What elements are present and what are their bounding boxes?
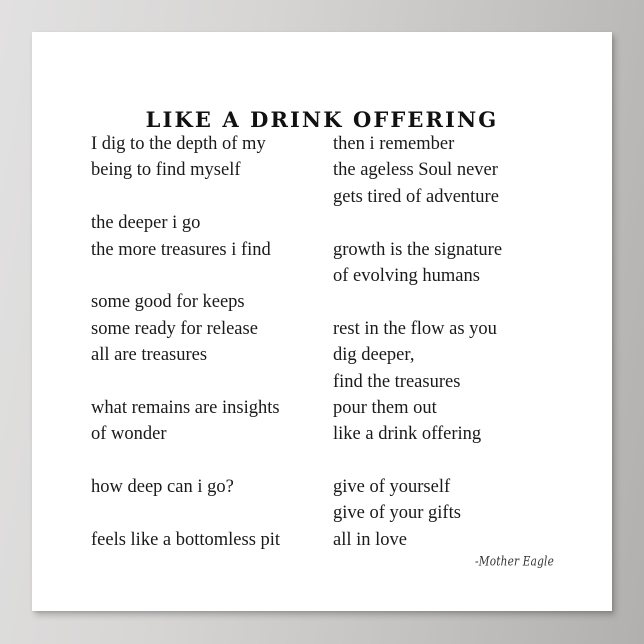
poem-left-column — [91, 131, 280, 553]
poem-line: find the treasures — [333, 371, 461, 392]
poem-line: all are treasures — [91, 345, 208, 366]
stanza-break — [91, 448, 280, 474]
stanza-break — [91, 263, 280, 289]
poem-line: gets tired of adventure — [333, 186, 499, 207]
poem-line: the more treasures i find — [91, 239, 271, 260]
poem-line: of evolving humans — [333, 265, 480, 286]
poem-line: dig deeper, — [333, 345, 415, 366]
poem-line: give of yourself — [333, 477, 451, 498]
poem-line: give of your gifts — [333, 503, 461, 524]
poem-line: the deeper i go — [91, 213, 201, 234]
stanza-break — [333, 289, 502, 315]
poem-line: what remains are insights — [91, 397, 280, 418]
stanza-break — [91, 500, 280, 526]
poem-right-column — [333, 131, 502, 553]
poem-line: some ready for release — [91, 318, 258, 339]
poem-line: all in love — [333, 529, 407, 550]
poem-line: feels like a bottomless pit — [91, 529, 281, 550]
poem-line: like a drink offering — [333, 424, 482, 445]
poem-line: then i remember — [333, 134, 455, 154]
poem-line: of wonder — [91, 424, 167, 445]
poster-sheet — [32, 32, 612, 611]
poem-line: I dig to the depth of my — [91, 134, 266, 154]
poem-line: pour them out — [333, 397, 437, 418]
poem-line: being to find myself — [91, 160, 241, 181]
poem-line: how deep can i go? — [91, 477, 234, 498]
stanza-break — [333, 210, 502, 236]
poem-line: rest in the flow as you — [333, 318, 497, 339]
stanza-break — [91, 369, 280, 395]
stanza-break — [333, 448, 502, 474]
poem-title: LIKE A DRINK OFFERING — [145, 107, 499, 132]
poem-line: some good for keeps — [91, 292, 245, 313]
poem-line: growth is the signature — [333, 239, 503, 260]
poem-line: the ageless Soul never — [333, 160, 498, 181]
stanza-break — [91, 184, 280, 210]
author-signature: -Mother Eagle — [475, 554, 554, 569]
